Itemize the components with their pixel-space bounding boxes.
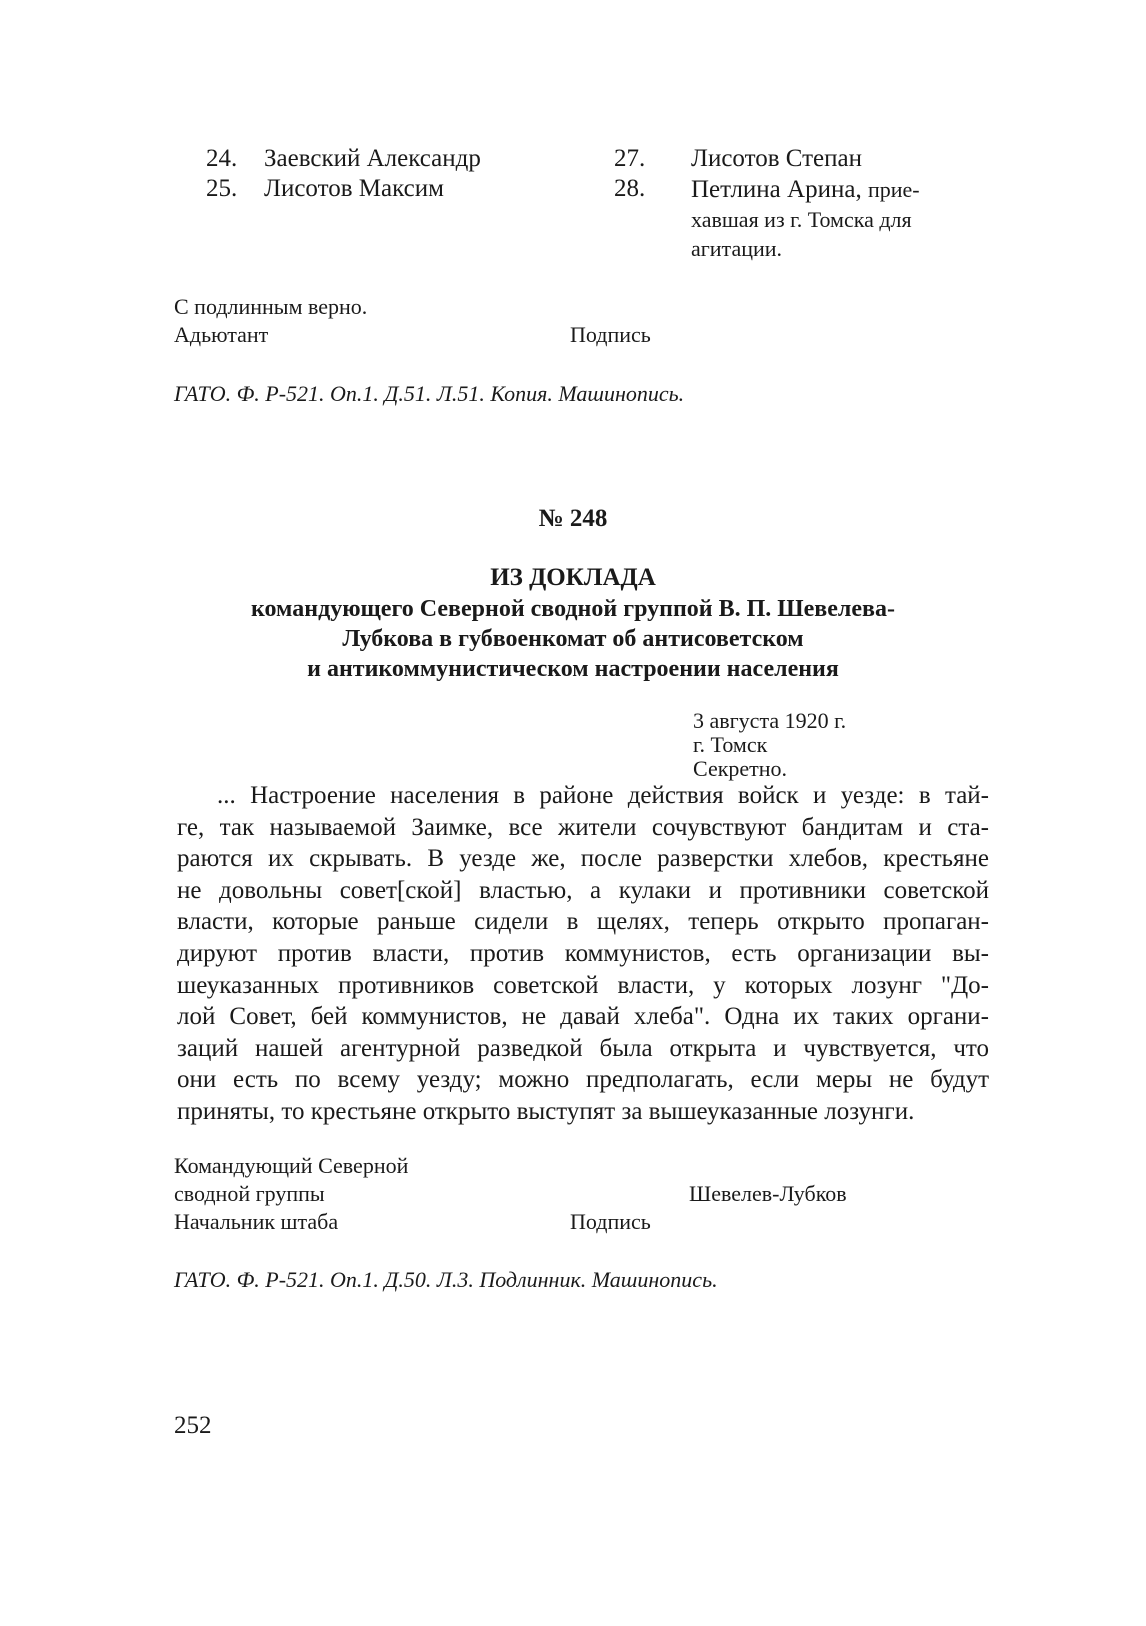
list-number: 24.	[206, 145, 238, 172]
body-line: не довольны совет[ской] властью, а кулаки и противники советской	[177, 876, 989, 904]
list-name: Лисотов Степан	[691, 145, 862, 172]
document-subtitle-line: и антикоммунистическом настроении населения	[307, 656, 839, 682]
list-number: 25.	[206, 175, 238, 202]
chief-of-staff-label: Начальник штаба	[174, 1209, 339, 1234]
body-line: шеуказанных противников советской власти, у которых лозунг "До-	[177, 971, 989, 999]
body-line: ... Настроение населения в районе действия войск и уезде: в тай-	[217, 782, 989, 809]
list-name: Лисотов Максим	[264, 175, 444, 202]
commander-title-line: Командующий Северной	[174, 1153, 409, 1178]
body-line: лой Совет, бей коммунистов, не давай хлеба". Одна их таких органи-	[177, 1003, 989, 1031]
signature-mark: Подпись	[570, 1209, 651, 1234]
document-body	[177, 780, 989, 1128]
body-line: раются их скрывать. В уезде же, после разверстки хлебов, крестьяне	[177, 845, 989, 873]
body-line: они есть по всему уезду; можно предполагать, если меры не будут	[177, 1066, 989, 1094]
document-place: г. Томск	[693, 732, 768, 757]
document-subtitle-line: командующего Северной сводной группой В. П. Шевелева-	[251, 596, 895, 622]
body-line: заций нашей агентурной разведкой была открыта и чувствуется, что	[177, 1034, 989, 1062]
document-subtitle-line: Лубкова в губвоенкомат об антисоветском	[342, 626, 804, 652]
list-continuation: агитации.	[691, 236, 783, 261]
signature-mark: Подпись	[570, 322, 651, 347]
body-line: ге, так называемой Заимке, все жители сочувствуют бандитам и ста-	[177, 813, 989, 841]
list-name-main: Петлина Арина,	[691, 176, 862, 203]
archive-source: ГАТО. Ф. Р-521. Оп.1. Д.51. Л.51. Копия. Машинопись.	[174, 381, 685, 406]
body-line: дируют против власти, против коммунистов, есть организации вы-	[177, 939, 989, 967]
list-name: Заевский Александр	[264, 145, 481, 172]
archive-source: ГАТО. Ф. Р-521. Оп.1. Д.50. Л.3. Подлинник. Машинопись.	[174, 1267, 718, 1292]
list-name-tail: прие-	[867, 177, 920, 202]
secrecy-mark: Секретно.	[693, 756, 788, 781]
list-name	[691, 175, 920, 204]
document-date: 3 августа 1920 г.	[693, 708, 847, 733]
list-continuation: хавшая из г. Томска для	[691, 207, 912, 232]
body-line: власти, которые раньше сидели в щелях, теперь открыто пропаган-	[177, 908, 989, 936]
list-number: 28.	[614, 175, 646, 202]
list-number: 27.	[614, 145, 646, 172]
commander-name: Шевелев-Лубков	[689, 1181, 847, 1206]
body-line: приняты, то крестьяне открыто выступят за вышеуказанные лозунги.	[177, 1097, 915, 1125]
document-title: ИЗ ДОКЛАДА	[490, 564, 656, 591]
commander-title-line: сводной группы	[174, 1181, 325, 1206]
document-number: № 248	[538, 505, 608, 532]
adjutant-label: Адьютант	[174, 322, 269, 347]
page-number: 252	[174, 1412, 212, 1439]
certification-line: С подлинным верно.	[174, 294, 368, 319]
